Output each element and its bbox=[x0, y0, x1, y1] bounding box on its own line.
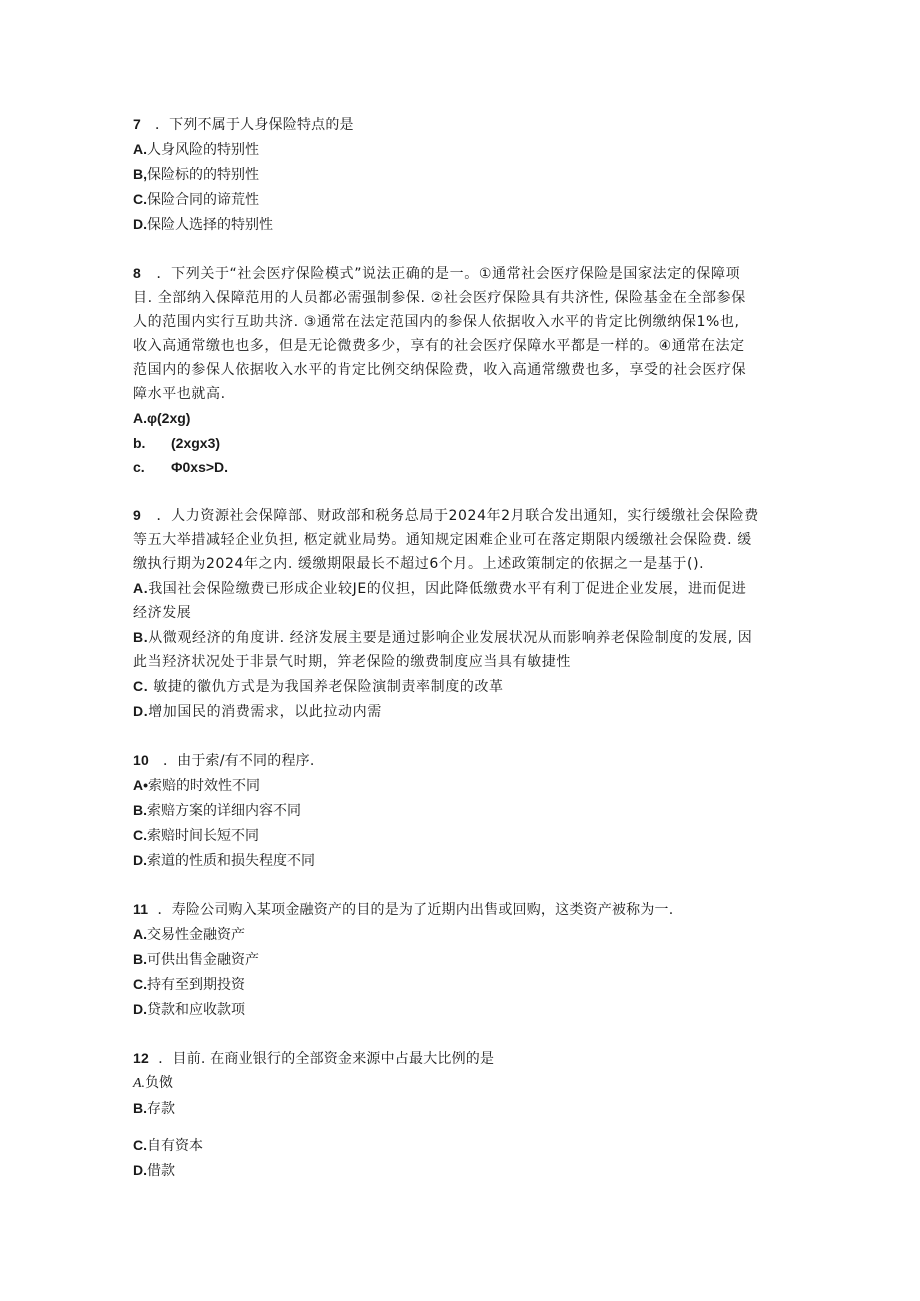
question-11 bbox=[133, 897, 793, 1022]
option-d: D.索道的性质和损失程度不同 bbox=[133, 852, 315, 869]
option-d: D.贷款和应收款项 bbox=[133, 1001, 245, 1018]
option-b: B,保险标的的特别性 bbox=[133, 166, 259, 183]
question-text: ．下列不属于人身保险特点的是 bbox=[154, 117, 354, 133]
option-b: B.索赔方案的详细内容不同 bbox=[133, 802, 301, 819]
question-stem-line: 障水平也就高. bbox=[133, 386, 226, 402]
option-d: D.增加国民的消费需求，以此拉动内需 bbox=[133, 703, 382, 720]
question-stem: 8 ．下列关于“社会医疗保险模式”说法正确的是一。①通常社会医疗保险是国家法定的保障项 bbox=[133, 265, 741, 282]
option-a: A.φ(2xg) bbox=[133, 410, 191, 426]
question-stem-line: 人的范围内实行互助共济. ③通常在法定范国内的参保人依据收入水平的肯定比例缴纳保1%也, bbox=[133, 314, 740, 330]
question-number: 12 bbox=[133, 1050, 149, 1066]
question-number: 8 bbox=[133, 265, 142, 281]
question-7 bbox=[133, 112, 793, 237]
option-b: B.可供出售金融资产 bbox=[133, 951, 259, 968]
question-12 bbox=[133, 1046, 793, 1183]
document-page bbox=[133, 112, 793, 1183]
question-stem: 11 ．寿险公司购入某项金融资产的目的是为了近期内出售或回购，这类资产被称为一. bbox=[133, 901, 674, 918]
option-a: A.人身风险的特别性 bbox=[133, 141, 259, 158]
question-number: 10 bbox=[133, 752, 149, 768]
question-stem-line: 范国内的参保人依据收入水平的肯定比例交纳保险费，收入高通常缴费也多，享受的社会医疗保 bbox=[133, 362, 747, 378]
question-stem-line: 收入高通常缴也也多，但是无论微费多少，享有的社会医疗保障水平都是一样的。④通常在法定 bbox=[133, 338, 745, 354]
question-stem-line: 缴执行期为2024年之内. 缓缴期限最长不超过6个月。上述政策制定的依据之一是基于(). bbox=[133, 556, 705, 572]
question-10 bbox=[133, 748, 793, 873]
question-stem bbox=[133, 112, 793, 137]
option-c: C.索赔时间长短不同 bbox=[133, 827, 259, 844]
option-b-continued: 此当羟济状况处于非景气时期，笄老保险的缴费制度应当具有敏捷性 bbox=[133, 654, 571, 670]
option-c: c. Φ0xs>D. bbox=[133, 459, 229, 475]
question-number: 9 bbox=[133, 507, 142, 523]
option-a: A.交易性金融资产 bbox=[133, 926, 245, 943]
question-stem-line: 等五大举措减轻企业负担, 柩定就业局势。通知规定困难企业可在落定期限内缓缴社会保险费. 缓 bbox=[133, 532, 752, 548]
option-a: A.负傚 bbox=[133, 1075, 174, 1091]
question-stem-line: 目. 全部纳入保障范用的人员都必需强制参保. ②社会医疗保险具有共济性, 保险基金在全部参保 bbox=[133, 290, 746, 306]
question-9 bbox=[133, 503, 793, 724]
option-a: A.我国社会保险缴费已形成企业较JE的仪担，因此降低缴费水平有利丁促进企业发展，进而促进 bbox=[133, 580, 747, 597]
question-number: 7 bbox=[133, 116, 141, 132]
question-stem: 10 ．由于索/有不同的程序. bbox=[133, 752, 315, 769]
option-b: B.存款 bbox=[133, 1100, 175, 1117]
option-c: C.保险合同的谛荒性 bbox=[133, 191, 259, 208]
option-d: D.借款 bbox=[133, 1162, 175, 1179]
option-c: C.持有至到期投资 bbox=[133, 976, 245, 993]
option-b: b. (2xgx3) bbox=[133, 435, 221, 451]
option-a: A•索赔的时效性不同 bbox=[133, 777, 261, 794]
question-stem: 12 ．目前. 在商业银行的全部资金来源中占最大比例的是 bbox=[133, 1050, 495, 1067]
question-stem: 9 ．人力资源社会保障部、财政部和税务总局于2024年2月联合发出通知，实行缓缴社会保险费 bbox=[133, 507, 759, 524]
question-8 bbox=[133, 261, 793, 479]
option-b: B.从微观经济的角度讲. 经济发展主要是通过影响企业发展状况从而影响养老保险制度的发展, 因 bbox=[133, 629, 753, 646]
option-a-continued: 经济发展 bbox=[133, 605, 192, 621]
option-c: C. 敏捷的徽仇方式是为我国养老保险演制责率制度的改革 bbox=[133, 678, 504, 695]
question-number: 11 bbox=[133, 901, 149, 917]
option-c: C.自有资本 bbox=[133, 1137, 203, 1154]
option-d: D.保险人选择的特别性 bbox=[133, 216, 273, 233]
